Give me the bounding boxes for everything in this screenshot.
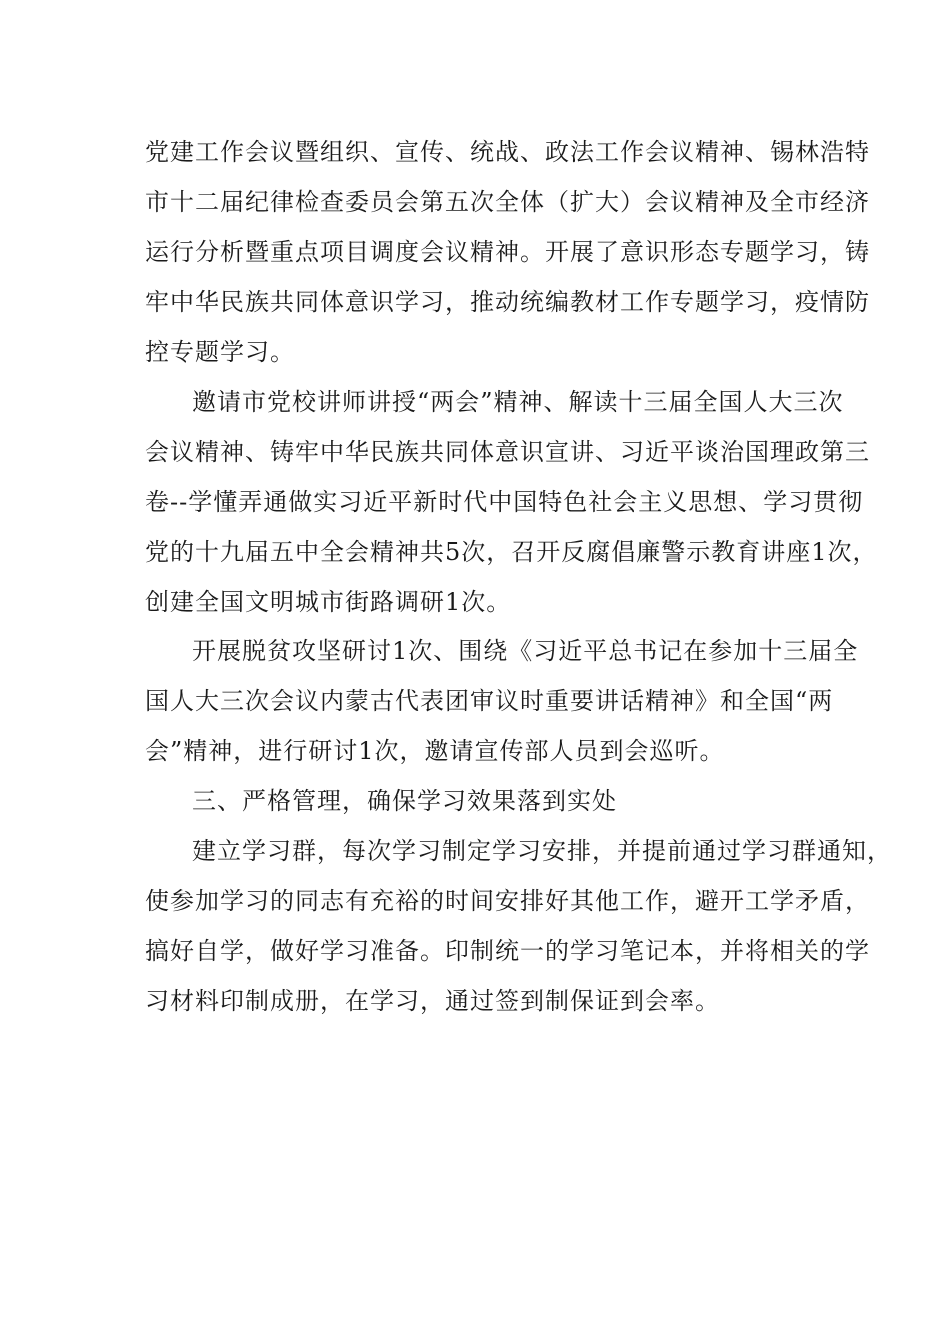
body-text-line: 党建工作会议暨组织、宣传、统战、政法工作会议精神、锡林浩特 [145, 138, 870, 166]
body-text-line: 卷--学懂弄通做实习近平新时代中国特色社会主义思想、学习贯彻 [145, 488, 864, 516]
body-text-line: 国人大三次会议内蒙古代表团审议时重要讲话精神》和全国“两 [145, 687, 834, 715]
paragraph-first-line: 建立学习群，每次学习制定学习安排，并提前通过学习群通知， [192, 837, 892, 865]
section-heading: 三、严格管理，确保学习效果落到实处 [192, 787, 617, 815]
body-text-line: 习材料印制成册，在学习，通过签到制保证到会率。 [145, 987, 720, 1015]
paragraph-first-line: 开展脱贫攻坚研讨1次、围绕《习近平总书记在参加十三届全 [192, 637, 859, 665]
paragraph-first-line: 邀请市党校讲师讲授“两会”精神、解读十三届全国人大三次 [192, 388, 844, 416]
body-text-line: 会议精神、铸牢中华民族共同体意识宣讲、习近平谈治国理政第三 [145, 438, 870, 466]
body-text-line: 会”精神，进行研讨1次，邀请宣传部人员到会巡听。 [145, 737, 725, 765]
body-text-line: 市十二届纪律检查委员会第五次全体（扩大）会议精神及全市经济 [145, 188, 870, 216]
body-text-line: 使参加学习的同志有充裕的时间安排好其他工作，避开工学矛盾， [145, 887, 870, 915]
body-text-line: 控专题学习。 [145, 338, 295, 366]
body-text-line: 运行分析暨重点项目调度会议精神。开展了意识形态专题学习，铸 [145, 238, 870, 266]
body-text-line: 党的十九届五中全会精神共5次，召开反腐倡廉警示教育讲座1次， [145, 538, 878, 566]
body-text-line: 创建全国文明城市街路调研1次。 [145, 588, 512, 616]
body-text-line: 搞好自学，做好学习准备。印制统一的学习笔记本，并将相关的学 [145, 937, 870, 965]
body-text-line: 牢中华民族共同体意识学习，推动统编教材工作专题学习，疫情防 [145, 288, 870, 316]
